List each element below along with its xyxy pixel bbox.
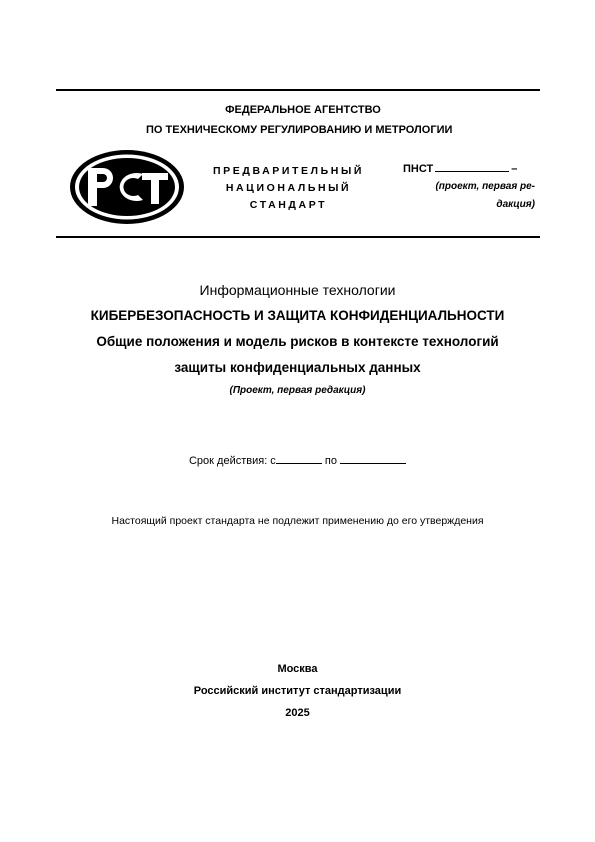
validity-period — [0, 452, 595, 467]
validity-label: Срок действия: с — [188, 455, 276, 467]
doc-code-note-2: дакция) — [496, 199, 535, 210]
publisher-block — [0, 658, 595, 724]
validity-to: по — [324, 455, 337, 467]
doc-number — [403, 160, 543, 178]
title-line-1: Информационные технологии — [199, 282, 396, 298]
doc-type-line-3: СТАНДАРТ — [249, 199, 328, 211]
middle-rule — [56, 236, 540, 238]
doc-type-line-1: ПРЕДВАРИТЕЛЬНЫЙ — [213, 165, 364, 177]
title-line-2: КИБЕРБЕЗОПАСНОСТЬ И ЗАЩИТА КОНФИДЕНЦИАЛЬНОСТИ — [90, 308, 505, 323]
notice-text: Настоящий проект стандарта не подлежит применению до его утверждения — [111, 515, 484, 527]
title-edition: (Проект, первая редакция) — [229, 385, 366, 396]
agency-line-1: ФЕДЕРАЛЬНОЕ АГЕНТСТВО — [225, 104, 381, 116]
doc-prefix: ПНСТ — [403, 163, 434, 175]
publisher-year: 2025 — [285, 707, 310, 719]
publisher-city: Москва — [277, 663, 318, 675]
document-code — [403, 160, 543, 214]
doc-code-note-1: (проект, первая ре- — [435, 181, 535, 192]
title-block — [40, 278, 555, 401]
top-rule — [56, 89, 540, 91]
rst-logo-icon — [68, 148, 186, 226]
publisher-institute: Российский институт стандартизации — [193, 685, 402, 697]
document-type — [196, 163, 381, 214]
doc-type-line-2: НАЦИОНАЛЬНЫЙ — [225, 182, 352, 194]
title-line-4: защиты конфиденциальных данных — [174, 360, 421, 375]
agency-header — [56, 100, 540, 140]
doc-dash: – — [511, 163, 518, 175]
validity-from-blank — [276, 452, 322, 464]
validity-to-blank — [340, 452, 406, 464]
agency-line-2: ПО ТЕХНИЧЕСКОМУ РЕГУЛИРОВАНИЮ И МЕТРОЛОГИИ — [146, 124, 453, 136]
title-line-3: Общие положения и модель рисков в контексте технологий — [96, 334, 499, 349]
doc-number-blank — [435, 160, 509, 172]
